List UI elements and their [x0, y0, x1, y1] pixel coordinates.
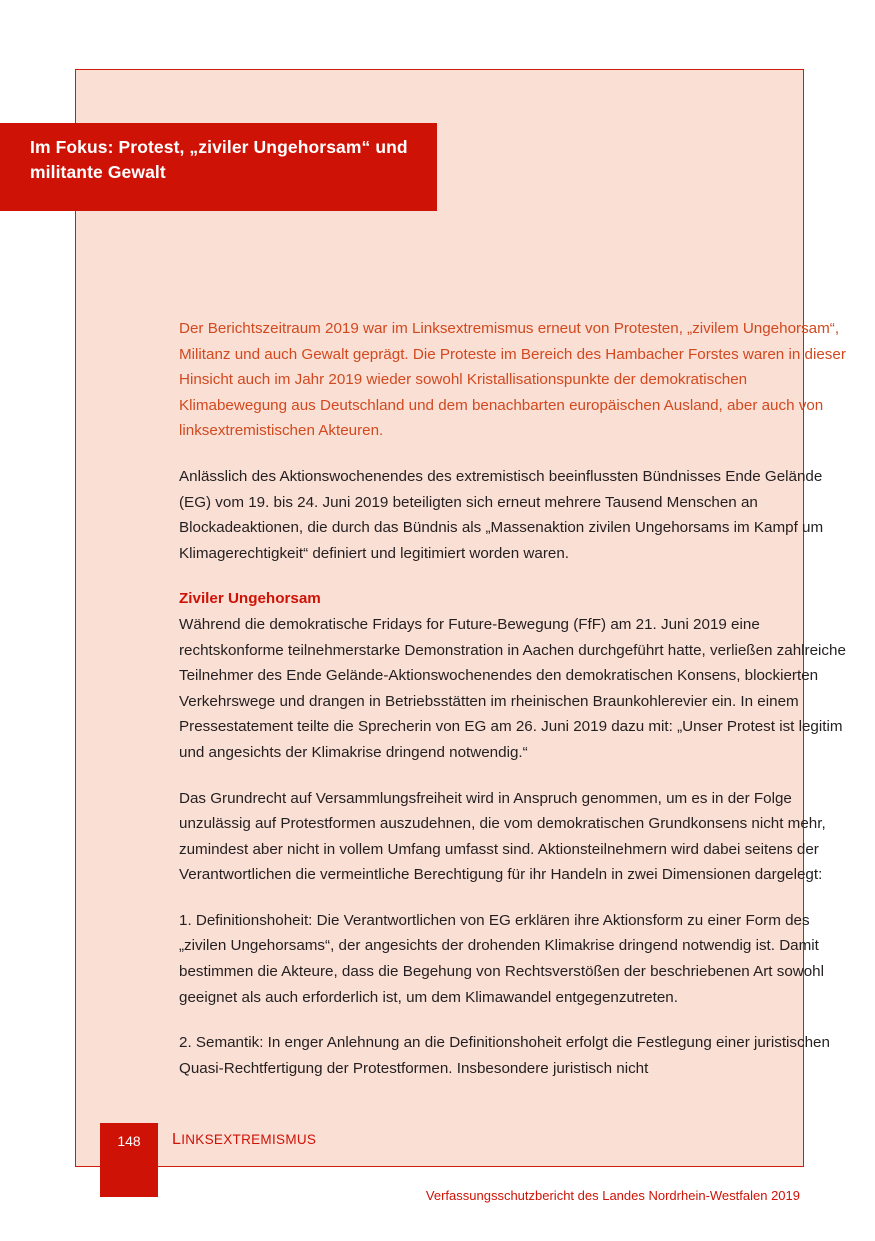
footer-publication: Verfassungsschutzbericht des Landes Nordrhein-Westfalen 2019 [425, 1188, 800, 1203]
subheading-ziviler-ungehorsam: Ziviler Ungehorsam [179, 590, 321, 608]
footer-section-label [172, 1131, 316, 1149]
article-body [179, 316, 851, 1081]
content-panel [75, 69, 846, 1167]
paragraph-4: Das Grundrecht auf Versammlungsfreiheit wird in Anspruch genommen, um es in der Folge unzulässig auf Protestformen auszudehnen, die vom demokratischen Grundkonsens nicht mehr, zumindest aber nicht in vollem Umfang umfasst sind. Aktionsteilnehmern wird dabei seitens der Verantwortlichen die vermeintliche Berechtigung für ihr Handeln in zwei Dimensionen dargelegt: [179, 789, 826, 884]
footer-section-initial: L [172, 1131, 182, 1148]
section-title-banner [0, 123, 437, 211]
paragraph-2: Anlässlich des Aktionswochenendes des extremistisch beeinflussten Bündnisses Ende Gelände (EG) vom 19. bis 24. Juni 2019 beteiligten sich erneut mehrere Tausend Menschen an Blockadeaktionen, die durch das Bündnis als „Massenaktion zivilen Ungehorsams im Kampf um Klimagerechtigkeit“ definiert und legitimiert worden waren. [179, 467, 824, 562]
paragraph-5: 1. Definitionshoheit: Die Verantwortlichen von EG erklären ihre Aktionsform zu einer Form des „zivilen Ungehorsams“, der angesichts der drohenden Klimakrise dringend notwendig ist. Damit bestimmen die Akteure, dass die Begehung von Rechtsverstößen der beschriebenen Art sowohl geeignet als auch erforderlich ist, um dem Klimawandel entgegenzutreten. [179, 911, 825, 1006]
footer-section-rest: INKSEXTREMISMUS [181, 1132, 317, 1147]
lead-paragraph: Der Berichtszeitraum 2019 war im Linksextremismus erneut von Protesten, „zivilem Ungehorsam“, Militanz und auch Gewalt geprägt. Die Proteste im Bereich des Hambacher Forstes waren in dieser Hinsicht auch im Jahr 2019 wieder sowohl Kristallisationspunkte der demokratischen Klimabewegung aus Deutschland und dem benachbarten europäischen Ausland, aber auch von linksextremistischen Akteuren. [179, 320, 846, 440]
page-number: 148 [117, 1133, 141, 1149]
page-title: Im Fokus: Protest, „ziviler Ungehorsam“ und militante Gewalt [30, 137, 408, 182]
paragraph-6: 2. Semantik: In enger Anlehnung an die Definitionshoheit erfolgt die Festlegung einer juristischen Quasi-Rechtfertigung der Protestformen. Insbesondere juristisch nicht [179, 1034, 830, 1077]
paragraph-3: Während die demokratische Fridays for Future-Bewegung (FfF) am 21. Juni 2019 eine rechtskonforme teilnehmerstarke Demonstration in Aachen durchgeführt hatte, verließen zahlreiche Teilnehmer des Ende Gelände-Aktionswochenendes den demokratischen Konsens, blockierten Verkehrswege und drangen in Betriebsstätten im rheinischen Braunkohlerevier ein. In einem Pressestatement teilte die Sprecherin von EG am 26. Juni 2019 dazu mit: „Unser Protest ist legitim und angesichts der Klimakrise dringend notwendig.“ [179, 615, 846, 761]
